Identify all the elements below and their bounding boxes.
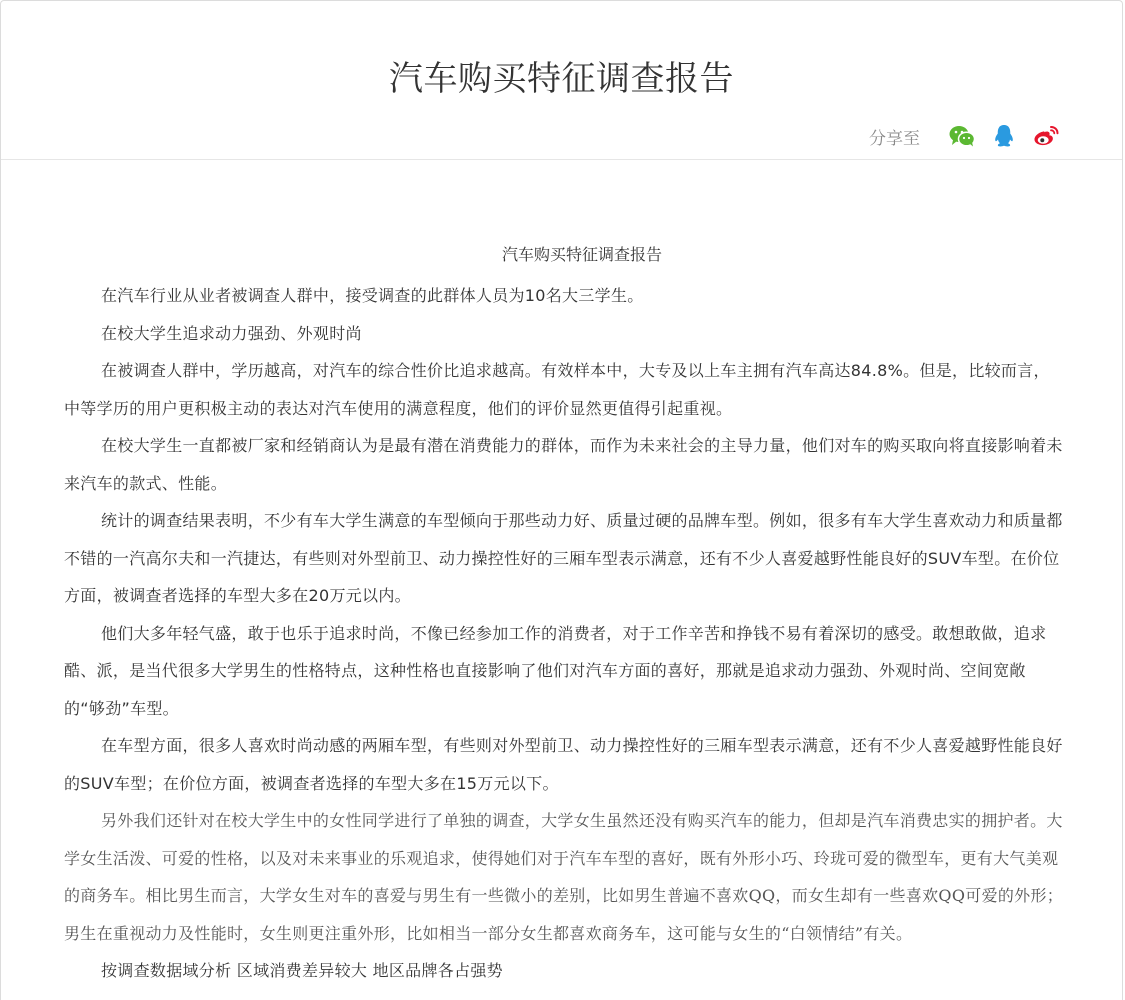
- paragraph: 另外我们还针对在校大学生中的女性同学进行了单独的调查，大学女生虽然还没有购买汽车的能力，但却是汽车消费忠实的拥护者。大学女生活泼、可爱的性格，以及对未来事业的乐观追求，使得她们对于汽车车型的喜好，既有外形小巧、玲珑可爱的微型车，更有大气美观的商务车。相比男生而言，大学女生对车的喜爱与男生有一些微小的差别，比如男生普遍不喜欢QQ，而女生却有一些喜欢QQ可爱的外形；男生在重视动力及性能时，女生则更注重外形，比如相当一部分女生都喜欢商务车，这可能与女生的“白领情结”有关。: [64, 811, 1064, 943]
- paragraph: 在校大学生追求动力强劲、外观时尚: [101, 323, 362, 343]
- article-body: [64, 241, 1064, 990]
- weibo-icon[interactable]: [1032, 122, 1060, 150]
- wechat-icon[interactable]: [948, 122, 976, 150]
- page-title: 汽车购买特征调查报告: [389, 59, 734, 99]
- paragraph: 在被调查人群中，学历越高，对汽车的综合性价比追求越高。有效样本中，大专及以上车主拥有汽车高达84.8%。但是，比较而言，中等学历的用户更积极主动的表达对汽车使用的满意程度，他们的评价显然更值得引起重视。: [64, 361, 1050, 418]
- paragraph: 在车型方面，很多人喜欢时尚动感的两厢车型，有些则对外型前卫、动力操控性好的三厢车型表示满意，还有不少人喜爱越野性能良好的SUV车型；在价位方面，被调查者选择的车型大多在15万元以下。: [64, 736, 1063, 793]
- article-header: [1, 1, 1122, 160]
- paragraph: 在校大学生一直都被厂家和经销商认为是最有潜在消费能力的群体，而作为未来社会的主导力量，他们对车的购买取向将直接影响着未来汽车的款式、性能。: [64, 436, 1063, 493]
- share-bar: [869, 122, 1060, 150]
- qq-icon[interactable]: [990, 122, 1018, 150]
- paragraph: 按调查数据域分析 区域消费差异较大 地区品牌各占强势: [101, 961, 503, 980]
- paragraph: 统计的调查结果表明，不少有车大学生满意的车型倾向于那些动力好、质量过硬的品牌车型。例如，很多有车大学生喜欢动力和质量都不错的一汽高尔夫和一汽捷达，有些则对外型前卫、动力操控性好的三厢车型表示满意，还有不少人喜爱越野性能良好的SUV车型。在价位方面，被调查者选择的车型大多在20万元以内。: [64, 511, 1063, 605]
- paragraph: 他们大多年轻气盛，敢于也乐于追求时尚，不像已经参加工作的消费者，对于工作辛苦和挣钱不易有着深切的感受。敢想敢做，追求酷、派，是当代很多大学男生的性格特点，这种性格也直接影响了他们对汽车方面的喜好，那就是追求动力强劲、外观时尚、空间宽敞的“够劲”车型。: [64, 623, 1047, 718]
- share-label: 分享至: [869, 128, 920, 149]
- article-title: 汽车购买特征调查报告: [501, 245, 662, 264]
- paragraph: 在汽车行业从业者被调查人群中，接受调查的此群体人员为10名大三学生。: [101, 286, 644, 305]
